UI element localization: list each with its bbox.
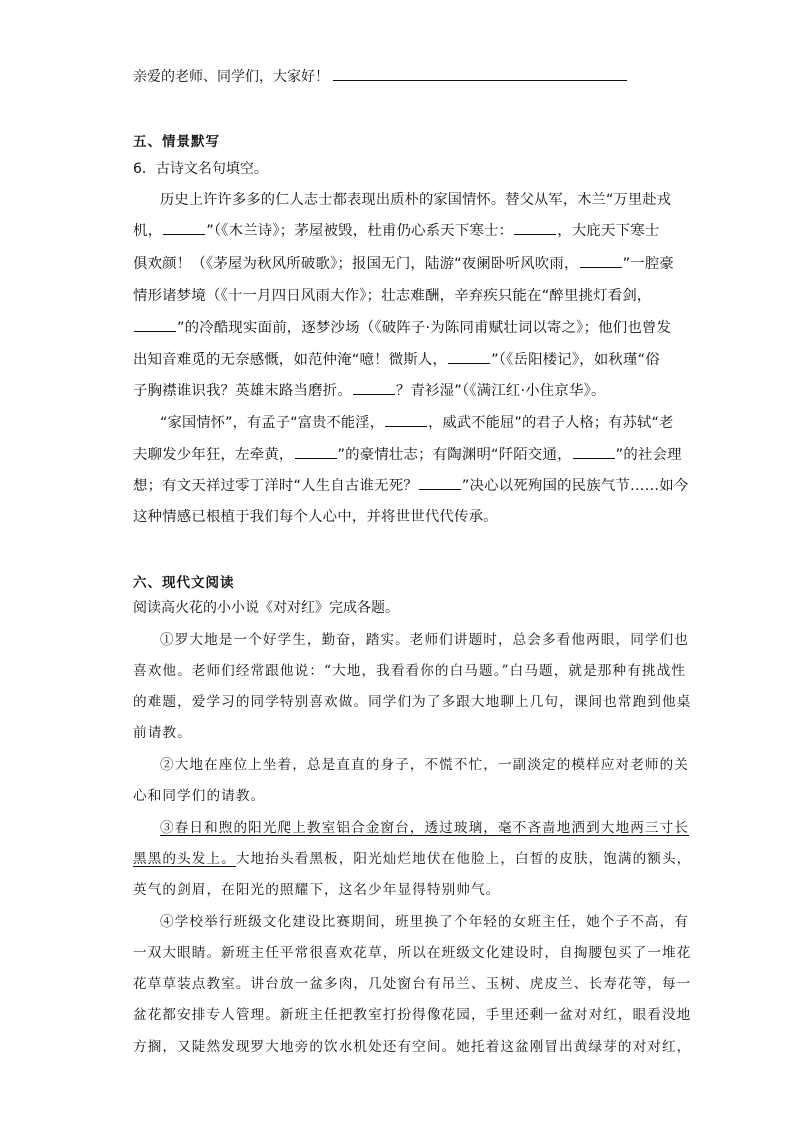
answer-blank[interactable] xyxy=(333,66,627,81)
underlined-sentence: ③春日和煦的阳光爬上教室铝合金窗台，透过玻璃，毫不吝啬地洒到大地两三寸长 xyxy=(160,820,689,836)
story-line: 黑黑的头发上。大地抬头看黑板，阳光灿烂地伏在他脸上，白皙的皮肤，饱满的额头， xyxy=(133,851,692,867)
paragraph-line: 出知音难觅的无奈感慨，如范仲淹“噫！微斯人， ”（《岳阳楼记》，如秋瑾“俗 xyxy=(133,349,660,370)
answer-blank[interactable] xyxy=(295,444,337,459)
greeting-text: 亲爱的老师、同学们，大家好！ xyxy=(133,69,329,85)
answer-blank[interactable] xyxy=(385,412,427,427)
story-line: ①罗大地是一个好学生，勤奋，踏实。老师们讲题时，总会多看他两眼，同学们也 xyxy=(160,632,689,648)
paragraph-line: 这种情感已根植于我们每个人心中，并将世世代代传承。 xyxy=(133,509,498,525)
answer-blank[interactable] xyxy=(134,317,176,332)
paragraph-line: 俱欢颜！（《茅屋为秋风所破歌》；报国无门，陆游“夜阑卧听风吹雨， ”一腔豪 xyxy=(133,253,674,274)
paragraph-line: 夫聊发少年狂，左牵黄， ”的豪情壮志；有陶渊明“阡陌交通， ”的社会理 xyxy=(133,444,682,465)
story-line: 心和同学们的请教。 xyxy=(133,788,266,804)
answer-blank[interactable] xyxy=(419,475,461,490)
answer-blank[interactable] xyxy=(353,380,395,395)
greeting-line xyxy=(133,66,627,87)
answer-blank[interactable] xyxy=(580,253,622,268)
answer-blank[interactable] xyxy=(448,349,490,364)
story-line: ②大地在座位上坐着，总是直直的身子，不慌不忙，一副淡定的模样应对老师的关 xyxy=(160,757,689,773)
paragraph-line: 子胸襟谁识我？英雄末路当磨折。 ？青衫湿”（《满江红·小住京华》。 xyxy=(133,380,606,401)
section-6-title: 六、现代文阅读 xyxy=(133,575,235,591)
paragraph-line: 想；有文天祥过零丁洋时“人生自古谁无死？ ”决心以死殉国的民族气节……如今 xyxy=(133,475,688,496)
story-line: 喜欢他。老师们经常跟他说：“大地，我看看你的白马题。”白马题，就是那种有挑战性 xyxy=(133,663,686,679)
section-5-title: 五、情景默写 xyxy=(133,134,220,150)
answer-blank[interactable] xyxy=(573,444,615,459)
story-line: 花草草装点教室。讲台放一盆多肉，几处窗台有吊兰、玉树、虎皮兰、长寿花等，每一 xyxy=(133,976,692,992)
paragraph-line: 情形诸梦境（《十一月四日风雨大作》；壮志难酬，辛弃疾只能在“醉里挑灯看剑， xyxy=(133,288,652,304)
question-6-prompt: 6．古诗文名句填空。 xyxy=(133,161,268,177)
paragraph-line: 历史上许许多多的仁人志士都表现出质朴的家国情怀。替父从军，木兰“万里赴戎 xyxy=(160,192,672,208)
story-line: 的难题，爱学习的同学特别喜欢做。同学们为了多跟大地聊上几句，课间也常跑到他桌 xyxy=(133,694,692,710)
story-line: 一双大眼睛。新班主任平常很喜欢花草，所以在班级文化建设时，自掏腰包买了一堆花 xyxy=(133,945,692,961)
story-line: ④学校举行班级文化建设比赛期间，班里换了个年轻的女班主任，她个子不高，有 xyxy=(160,914,689,930)
underlined-sentence: 黑黑的头发上。 xyxy=(133,851,236,867)
story-line: 方搁，又陡然发现罗大地旁的饮水机处还有空间。她托着这盆刚冒出黄绿芽的对对红， xyxy=(133,1039,692,1055)
answer-blank[interactable] xyxy=(514,220,556,235)
paragraph-line: 机， ”（《木兰诗》；茅屋被毁，杜甫仍心系天下寒士： ，大庇天下寒士 xyxy=(133,220,659,241)
answer-blank[interactable] xyxy=(163,220,205,235)
paragraph-line: ”的冷酷现实面前，逐梦沙场（《破阵子·为陈同甫赋壮词以寄之》；他们也曾发 xyxy=(133,317,671,338)
story-line: 盆花都安排专人管理。新班主任把教室打扮得像花园，手里还剩一盆对对红，眼看没地 xyxy=(133,1007,692,1023)
paragraph-line: “家国情怀”，有孟子“富贵不能淫， ，威武不能屈”的君子人格；有苏轼“老 xyxy=(160,412,673,433)
reading-intro: 阅读高火花的小小说《对对红》完成各题。 xyxy=(133,600,399,616)
story-line: 前请教。 xyxy=(133,725,192,741)
story-line: 英气的剑眉，在阳光的照耀下，这名少年显得特别帅气。 xyxy=(133,882,501,898)
story-line xyxy=(160,818,689,838)
